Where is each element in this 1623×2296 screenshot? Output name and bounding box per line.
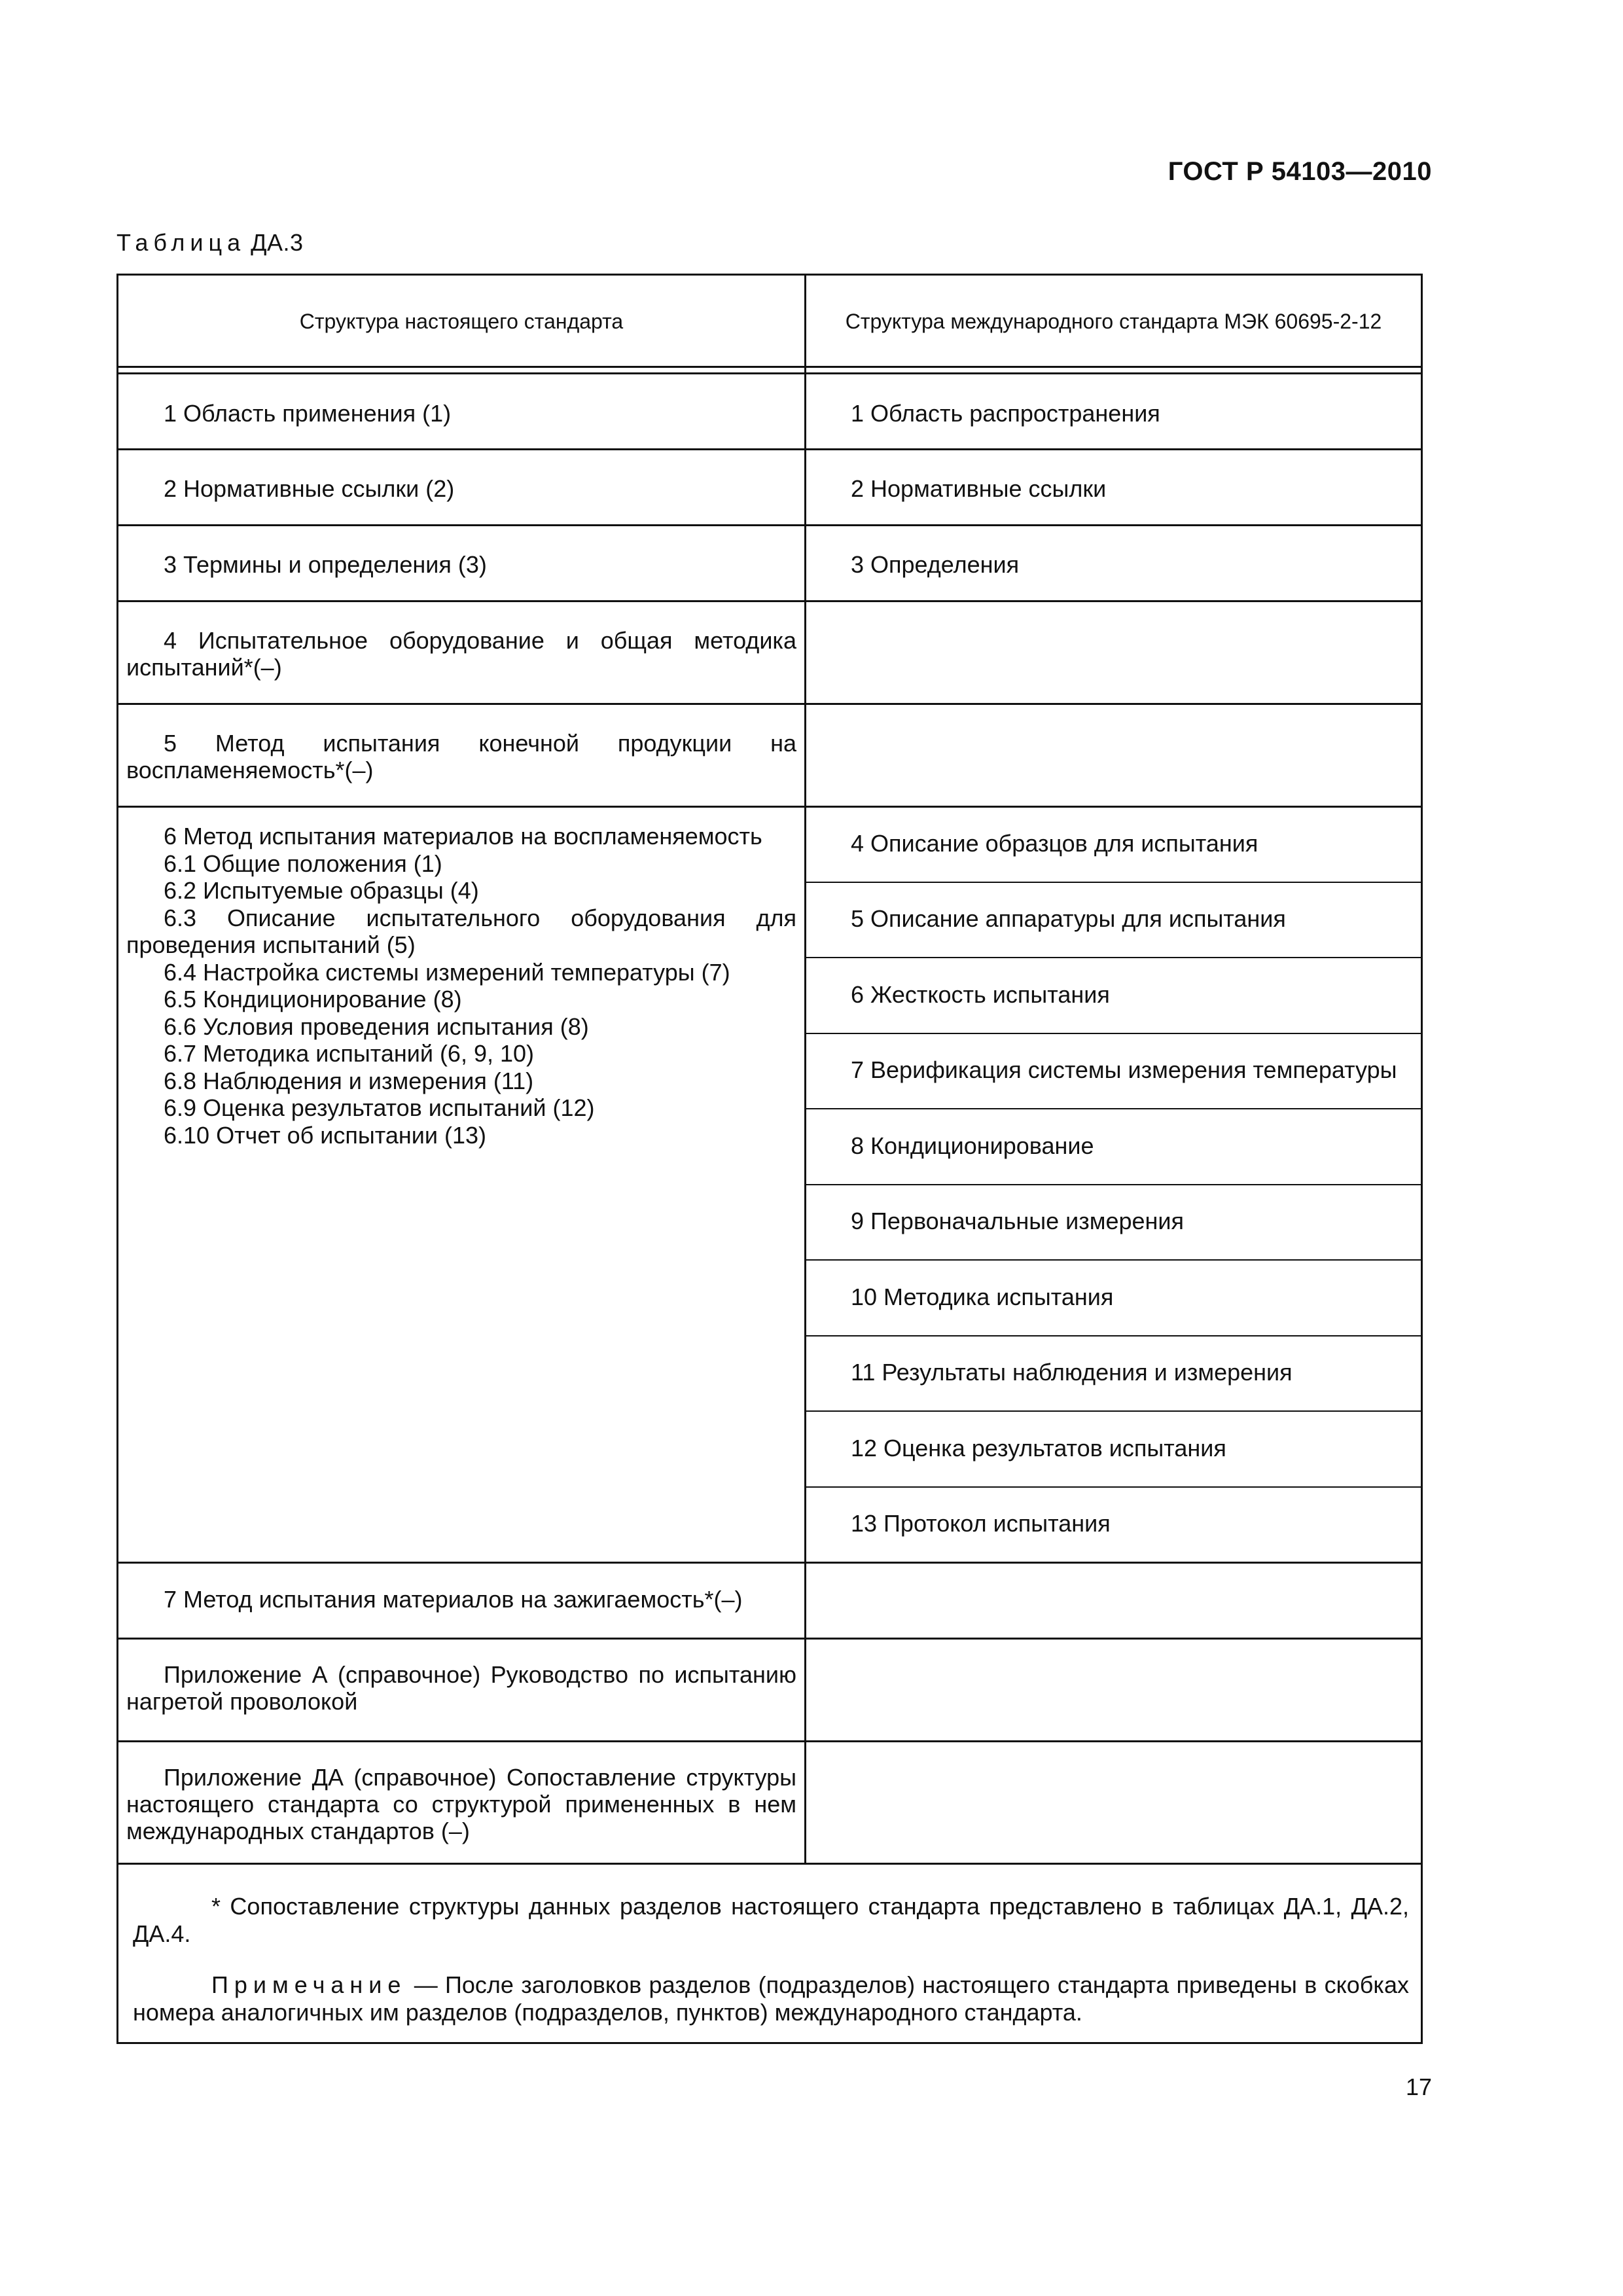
right-rule <box>804 1486 1421 1488</box>
document-code: ГОСТ Р 54103—2010 <box>1168 157 1432 186</box>
subsection-item: 6.10 Отчет об испытании (13) <box>164 1121 486 1149</box>
table-caption <box>116 229 304 257</box>
header-left: Структура настоящего стандарта <box>299 309 624 333</box>
right-item: 13 Протокол испытания <box>851 1510 1111 1537</box>
table-footnote: * Сопоставление структуры данных разделов настоящего стандарта представлено в таблицах ДА.1, ДА.2, ДА.4. <box>133 1893 1409 1947</box>
column-divider <box>804 276 806 1865</box>
page-number: 17 <box>1405 2073 1432 2100</box>
row-rule <box>118 448 1421 450</box>
right-rule <box>804 1335 1421 1336</box>
row-7-left: 7 Метод испытания материалов на зажигаемость*(–) <box>164 1586 743 1613</box>
section-6-list <box>126 823 796 1149</box>
subsection-item: 6.3 Описание испытательного оборудования для проведения испытаний (5) <box>126 904 796 958</box>
right-item: 10 Методика испытания <box>851 1283 1114 1310</box>
right-item: 12 Оценка результатов испытания <box>851 1435 1226 1462</box>
header-rule-1 <box>118 366 1421 368</box>
right-item: 8 Кондиционирование <box>851 1132 1094 1159</box>
appendix-a-left: Приложение А (справочное) Руководство по испытанию нагретой проволокой <box>126 1661 796 1715</box>
appendix-da-left: Приложение ДА (справочное) Сопоставление структуры настоящего стандарта со структурой примененных в нем международных стандартов (–) <box>126 1764 796 1844</box>
right-rule <box>804 957 1421 958</box>
row-rule <box>118 524 1421 526</box>
table-caption-word: Таблица <box>116 229 246 256</box>
right-rule <box>804 1033 1421 1034</box>
right-item: 11 Результаты наблюдения и измерения <box>851 1359 1293 1386</box>
subsection-item: 6.9 Оценка результатов испытаний (12) <box>164 1094 595 1121</box>
row-1-left: 1 Область применения (1) <box>164 400 452 427</box>
row-rule <box>118 806 1421 808</box>
structure-comparison-table <box>116 274 1423 2044</box>
table-caption-id: ДА.3 <box>251 229 304 256</box>
note-label: Примечание <box>211 1971 407 1998</box>
right-item: 9 Первоначальные измерения <box>851 1208 1185 1234</box>
right-rule <box>804 1410 1421 1412</box>
row-rule <box>118 1863 1421 1865</box>
table-note <box>133 1971 1409 2026</box>
row-rule <box>118 1638 1421 1640</box>
right-item: 6 Жесткость испытания <box>851 981 1110 1008</box>
row-rule <box>118 703 1421 705</box>
right-item: 4 Описание образцов для испытания <box>851 830 1258 857</box>
row-2-right: 2 Нормативные ссылки <box>851 475 1107 502</box>
row-3-left: 3 Термины и определения (3) <box>164 551 487 578</box>
row-5-left: 5 Метод испытания конечной продукции на воспламеняемость*(–) <box>126 730 796 783</box>
header-right: Структура международного стандарта МЭК 60695-2-12 <box>845 309 1382 333</box>
subsection-item: 6.6 Условия проведения испытания (8) <box>164 1013 589 1040</box>
subsection-item: 6.2 Испытуемые образцы (4) <box>164 877 479 904</box>
subsection-item: 6.8 Наблюдения и измерения (11) <box>164 1067 534 1094</box>
row-2-left: 2 Нормативные ссылки (2) <box>164 475 455 502</box>
row-rule <box>118 1740 1421 1742</box>
right-rule <box>804 1184 1421 1185</box>
row-rule <box>118 600 1421 602</box>
row-rule <box>118 1562 1421 1564</box>
row-1-right: 1 Область распространения <box>851 400 1160 427</box>
section-6-title: 6 Метод испытания материалов на воспламеняемость <box>164 823 762 850</box>
right-rule <box>804 882 1421 883</box>
subsection-item: 6.7 Методика испытаний (6, 9, 10) <box>164 1040 535 1067</box>
subsection-item: 6.4 Настройка системы измерений температуры (7) <box>164 958 730 986</box>
right-rule <box>804 1108 1421 1109</box>
note-text: — После заголовков разделов (подразделов) настоящего стандарта приведены в скобках номера аналогичных им разделов (подразделов, пунктов) международного стандарта. <box>133 1971 1409 2026</box>
header-rule-2 <box>118 372 1421 374</box>
right-rule <box>804 1259 1421 1261</box>
right-item: 7 Верификация системы измерения температуры <box>851 1056 1397 1083</box>
row-4-left: 4 Испытательное оборудование и общая методика испытаний*(–) <box>126 627 796 681</box>
row-3-right: 3 Определения <box>851 551 1020 578</box>
subsection-item: 6.1 Общие положения (1) <box>164 850 442 877</box>
subsection-item: 6.5 Кондиционирование (8) <box>164 986 462 1013</box>
right-item: 5 Описание аппаратуры для испытания <box>851 905 1286 932</box>
